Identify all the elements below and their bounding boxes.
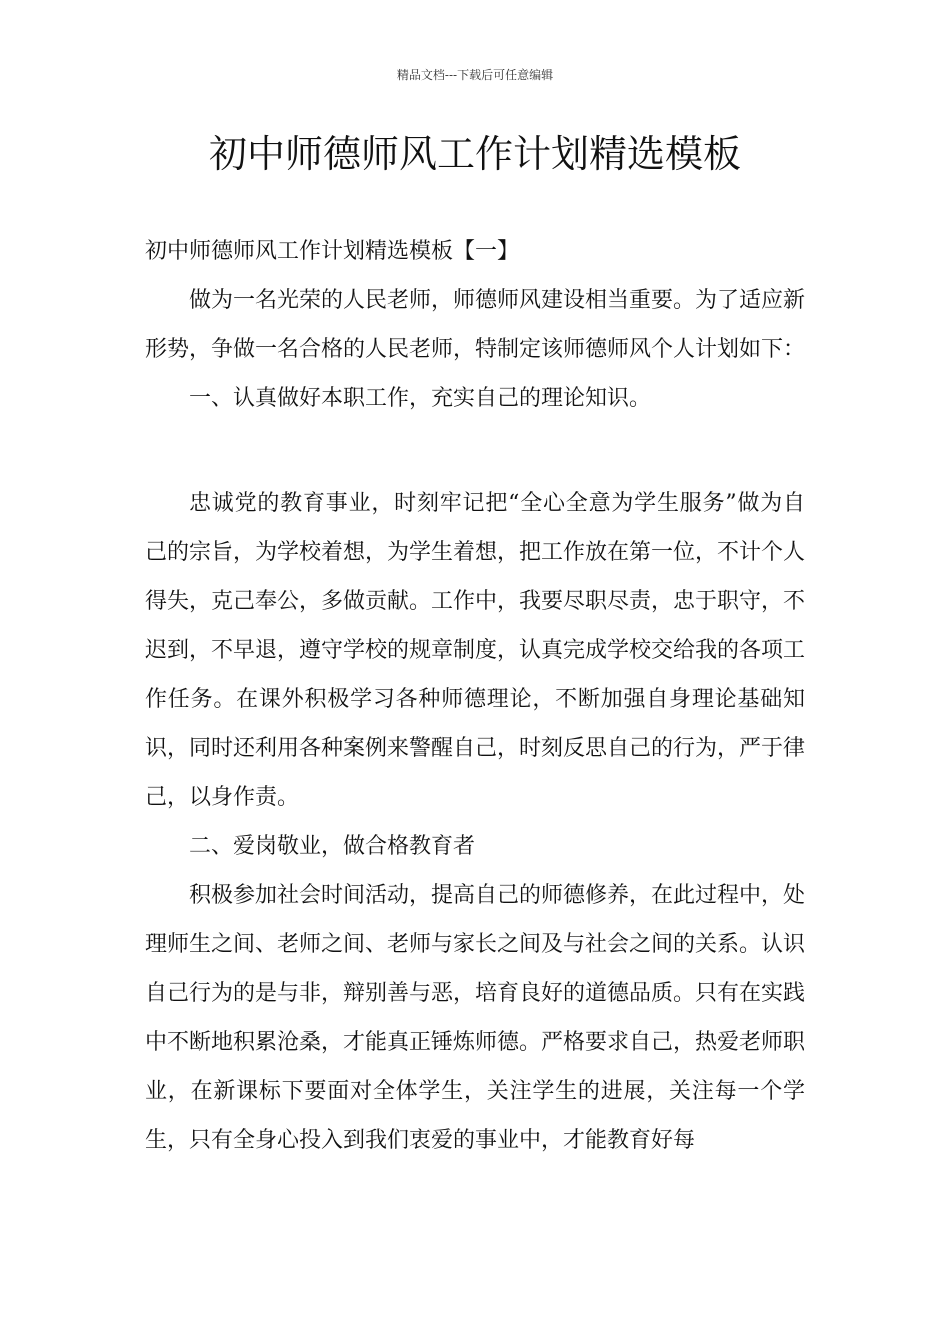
document-title: 初中师德师风工作计划精选模板 [208, 132, 741, 176]
section-heading-1: 一、认真做好本职工作，充实自己的理论知识。 [189, 386, 652, 411]
section-subtitle: 初中师德师风工作计划精选模板【一】 [145, 239, 520, 264]
section-heading-2: 二、爱岗敬业，做合格教育者 [189, 834, 476, 859]
header-note: 精品文档---下载后可任意编辑 [396, 68, 554, 82]
paragraph-duty: 忠诚党的教育事业，时刻牢记把“全心全意为学生服务”做为自己的宗旨，为学校着想，为学生着想，把工作放在第一位，不计个人得失，克己奉公，多做贡献。工作中，我要尽职尽责，忠于职守，不迟到，不早退，遵守学校的规章制度，认真完成学校交给我的各项工作任务。在课外积极学习各种师德理论，不断加强自身理论基础知识，同时还利用各种案例来警醒自己，时刻反思自己的行为，严于律己，以身作责。 [145, 491, 806, 810]
paragraph-practice: 积极参加社会时间活动，提高自己的师德修养，在此过程中，处理师生之间、老师之间、老师与家长之间及与社会之间的关系。认识自己行为的是与非，辩别善与恶，培育良好的道德品质。只有在实践中不断地积累沧桑，才能真正锤炼师德。严格要求自己，热爱老师职业，在新课标下要面对全体学生，关注学生的进展，关注每一个学生，只有全身心投入到我们衷爱的事业中，才能教育好每 [145, 883, 806, 1153]
document-body [145, 227, 805, 1165]
paragraph-intro: 做为一名光荣的人民老师，师德师风建设相当重要。为了适应新形势，争做一名合格的人民老师，特制定该师德师风个人计划如下： [145, 288, 806, 362]
